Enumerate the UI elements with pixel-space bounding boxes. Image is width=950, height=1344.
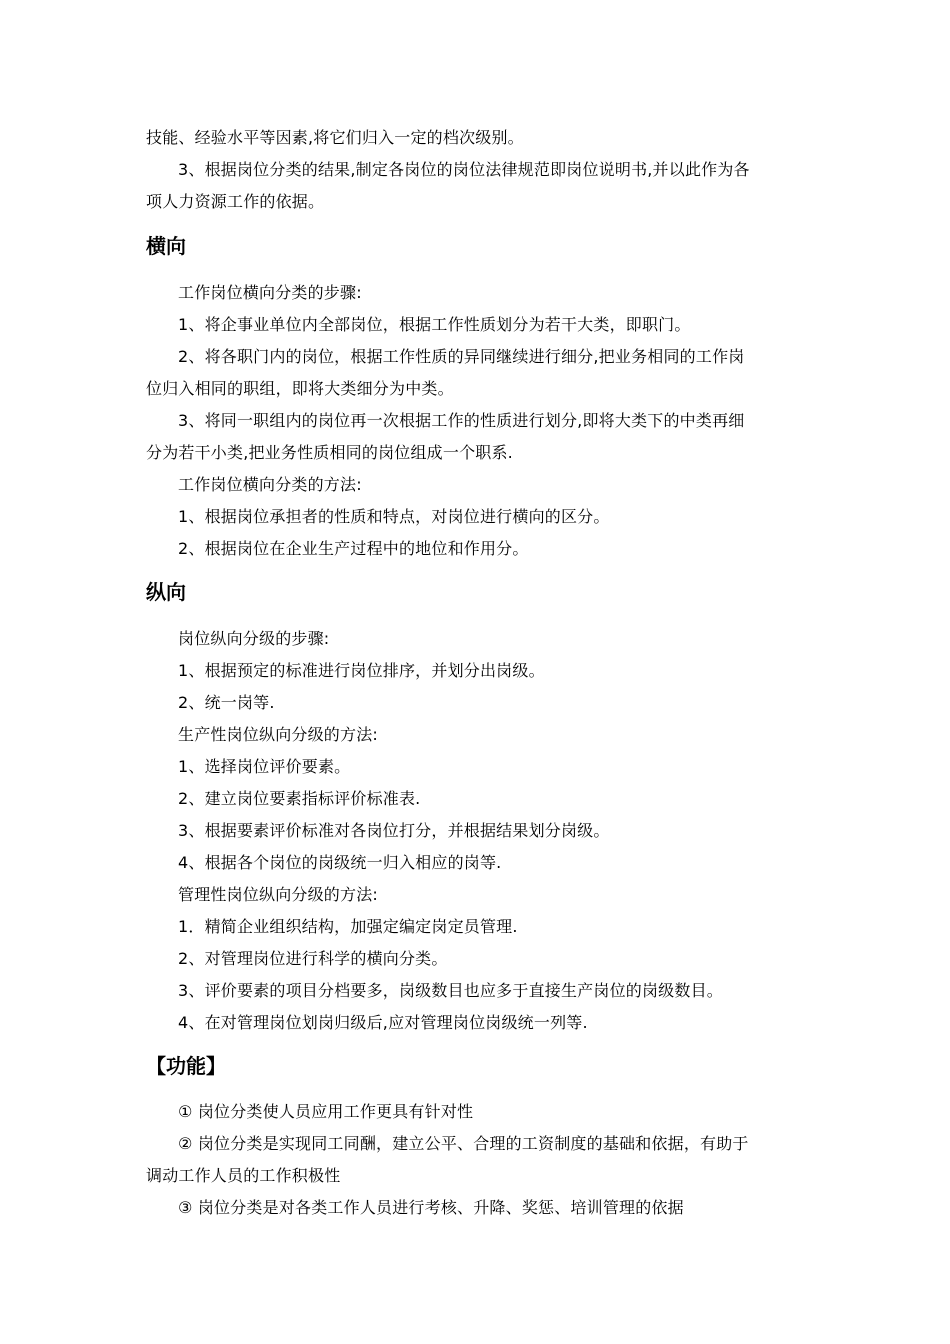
production-method-1: 1、选择岗位评价要素。 — [178, 757, 351, 776]
intro-line-3: 项人力资源工作的依据。 — [146, 192, 325, 211]
horizontal-step-3a: 3、将同一职组内的岗位再一次根据工作的性质进行划分,即将大类下的中类再细 — [178, 411, 745, 430]
horizontal-method-2: 2、根据岗位在企业生产过程中的地位和作用分。 — [178, 539, 529, 558]
production-method-4: 4、根据各个岗位的岗级统一归入相应的岗等. — [178, 853, 502, 872]
function-item-2a: ② 岗位分类是实现同工同酬，建立公平、合理的工资制度的基础和依据，有助于 — [178, 1134, 749, 1153]
vertical-step-1: 1、根据预定的标准进行岗位排序，并划分出岗级。 — [178, 661, 545, 680]
function-item-2b: 调动工作人员的工作积极性 — [146, 1166, 341, 1185]
management-methods-title: 管理性岗位纵向分级的方法: — [178, 885, 378, 904]
intro-line-2: 3、根据岗位分类的结果,制定各岗位的岗位法律规范即岗位说明书,并以此作为各 — [178, 160, 750, 179]
management-method-2: 2、对管理岗位进行科学的横向分类。 — [178, 949, 448, 968]
intro-line-1: 技能、经验水平等因素,将它们归入一定的档次级别。 — [146, 128, 524, 147]
horizontal-step-1: 1、将企事业单位内全部岗位，根据工作性质划分为若干大类，即职门。 — [178, 315, 691, 334]
heading-horizontal: 横向 — [146, 234, 186, 258]
management-method-1: 1．精简企业组织结构，加强定编定岗定员管理. — [178, 917, 518, 936]
heading-vertical: 纵向 — [146, 580, 186, 604]
horizontal-step-2b: 位归入相同的职组，即将大类细分为中类。 — [146, 379, 454, 398]
management-method-3: 3、评价要素的项目分档要多，岗级数目也应多于直接生产岗位的岗级数目。 — [178, 981, 723, 1000]
production-method-3: 3、根据要素评价标准对各岗位打分，并根据结果划分岗级。 — [178, 821, 610, 840]
production-methods-title: 生产性岗位纵向分级的方法: — [178, 725, 378, 744]
management-method-4: 4、在对管理岗位划岗归级后,应对管理岗位岗级统一列等. — [178, 1013, 588, 1032]
vertical-steps-title: 岗位纵向分级的步骤: — [178, 629, 330, 648]
vertical-step-2: 2、统一岗等. — [178, 693, 275, 712]
production-method-2: 2、建立岗位要素指标评价标准表. — [178, 789, 421, 808]
function-item-1: ① 岗位分类使人员应用工作更具有针对性 — [178, 1102, 474, 1121]
horizontal-method-1: 1、根据岗位承担者的性质和特点，对岗位进行横向的区分。 — [178, 507, 610, 526]
horizontal-step-3b: 分为若干小类,把业务性质相同的岗位组成一个职系. — [146, 443, 513, 462]
function-item-3: ③ 岗位分类是对各类工作人员进行考核、升降、奖惩、培训管理的依据 — [178, 1198, 684, 1217]
horizontal-methods-title: 工作岗位横向分类的方法: — [178, 475, 362, 494]
horizontal-steps-title: 工作岗位横向分类的步骤: — [178, 283, 362, 302]
heading-function: 【功能】 — [146, 1054, 226, 1078]
horizontal-step-2a: 2、将各职门内的岗位，根据工作性质的异同继续进行细分,把业务相同的工作岗 — [178, 347, 745, 366]
